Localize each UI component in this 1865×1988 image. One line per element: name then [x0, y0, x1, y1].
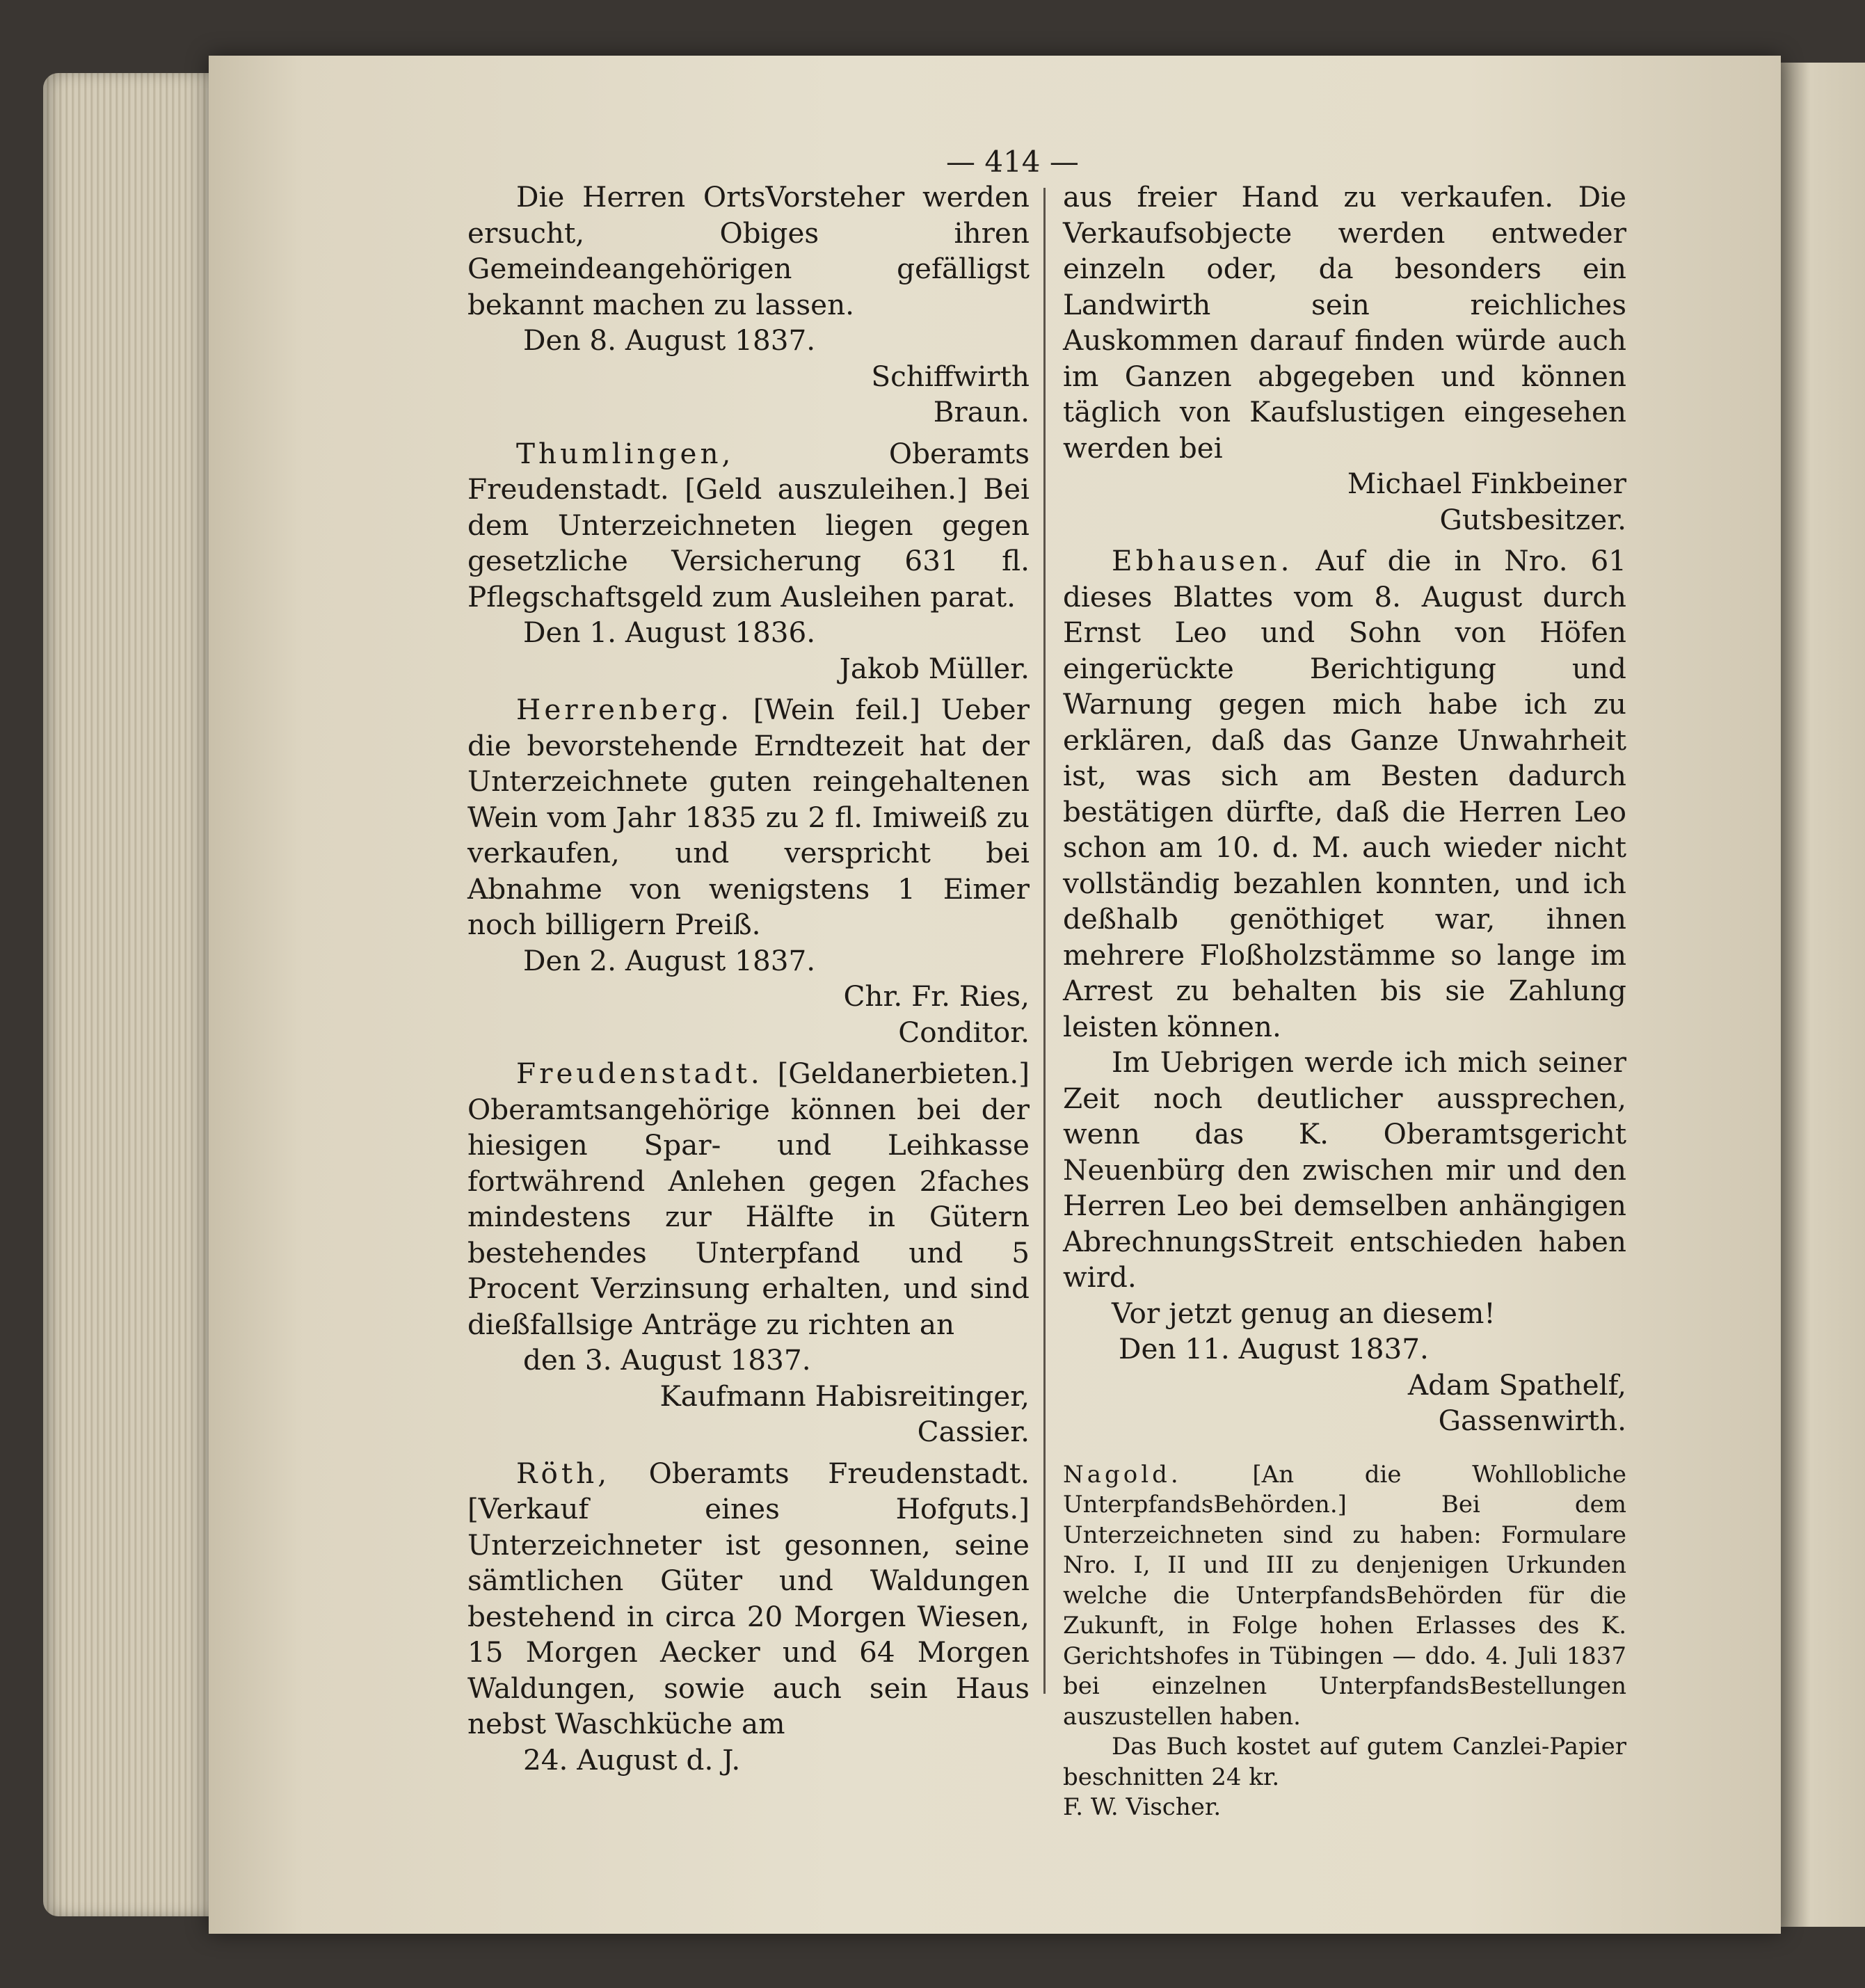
left-column — [467, 179, 1030, 1778]
notice-roth-continued — [1063, 179, 1626, 538]
notice-nagold — [1063, 1460, 1626, 1823]
notice-body — [467, 436, 1030, 616]
notice-signature: Jakob Müller. — [839, 651, 1030, 685]
notice-signature: Schiffwirth — [871, 359, 1030, 393]
notice-text: Auf die in Nro. 61 dieses Blattes vom 8. August durch Ernst Leo und Sohn von Höfen eingerückte Berichtigung und Warnung gegen mich habe ich zu erklären, daß das Ganze Unwahrheit ist, was sich am Besten dadurch bestätigen dürfte, daß die Herren Leo schon am 10. d. M. auch wieder nicht vollständig bezahlen konnten, und ich deßhalb genöthiget war, ihnen mehrere Floßholzstämme so lange im Arrest zu behalten bis sie Zahlung leisten können. — [1063, 544, 1627, 1043]
notice-text: [An die Wohllobliche UnterpfandsBehörden.] Bei dem Unterzeichneten sind zu haben: Formulare Nro. I, II und III zu denjenigen Urkunden welche die UnterpfandsBehörden für die Zukunft, in Folge hohen Erlasses des K. Gerichtshofes in Tübingen — ddo. 4. Juli 1837 bei einzelnen UnterpfandsBestellungen auszustellen haben. — [1063, 1460, 1627, 1731]
notice-ebhausen — [1063, 543, 1626, 1439]
notice-body — [467, 1456, 1030, 1742]
notice-closing: Vor jetzt genug an diesem! — [1112, 1296, 1496, 1330]
facing-page-edge — [1781, 63, 1865, 1927]
notice-body — [467, 1056, 1030, 1342]
notice-roth — [467, 1456, 1030, 1779]
notice-place: Röth, — [516, 1456, 611, 1490]
notice-signature-name: Braun. — [933, 395, 1030, 428]
notice-signature: Kaufmann Habisreitinger, — [659, 1379, 1030, 1413]
notice-signature-title: Conditor. — [898, 1015, 1030, 1049]
page-number: — 414 — — [946, 145, 1079, 179]
notice-signature: Chr. Fr. Ries, — [843, 979, 1030, 1013]
right-column — [1063, 179, 1626, 1823]
notice-herrenberg — [467, 692, 1030, 1050]
notice-ortsvorsteher — [467, 179, 1030, 431]
notice-text: [Geldanerbieten.] Oberamtsangehörige können bei der hiesigen Spar- und Leihkasse fortwährend Anlehen gegen 2faches mindestens zur Hälfte in Gütern bestehendes Unterpfand und 5 Procent Verzinsung erhalten, und sind dießfallsige Anträge zu richten an — [467, 1057, 1030, 1341]
notice-text: [Wein feil.] Ueber die bevorstehende Erndtezeit hat der Unterzeichnete guten reingehaltenen Wein vom Jahr 1835 zu 2 fl. Imiweiß zu verkaufen, und verspricht bei Abnahme von wenigstens 1 Eimer noch billigern Preiß. — [467, 693, 1030, 941]
column-rule — [1043, 188, 1046, 1694]
notice-date: den 3. August 1837. — [523, 1343, 811, 1377]
notice-place: Ebhausen. — [1112, 544, 1293, 577]
notice-body — [467, 692, 1030, 943]
notice-signature: F. W. Vischer. — [1063, 1793, 1222, 1821]
notice-body — [1063, 543, 1626, 1045]
notice-text: Oberamts Freudenstadt. [Verkauf eines Hofguts.] Unterzeichneter ist gesonnen, seine sämtlichen Güter und Waldungen bestehend in circa 20 Morgen Wiesen, 15 Morgen Aecker und 64 Morgen Waldungen, sowie auch sein Haus nebst Waschküche am — [467, 1456, 1030, 1740]
notice-signature-title: Gassenwirth. — [1438, 1404, 1626, 1437]
notice-thumlingen — [467, 436, 1030, 687]
notice-signature-title: Gutsbesitzer. — [1439, 502, 1626, 536]
notice-signature: Michael Finkbeiner — [1347, 467, 1626, 500]
notice-signature: Adam Spathelf, — [1407, 1368, 1626, 1402]
notice-text-continued: Im Uebrigen werde ich mich seiner Zeit noch deutlicher aussprechen, wenn das K. Oberamtsgericht Neuenbürg den zwischen mir und den Herren Leo bei demselben anhängigen AbrechnungsStreit entschieden haben wird. — [1063, 1045, 1626, 1294]
notice-date: 24. August d. J. — [523, 1742, 741, 1777]
notice-place: Nagold. — [1063, 1460, 1182, 1489]
notice-freudenstadt — [467, 1056, 1030, 1450]
notice-signature-title: Cassier. — [917, 1415, 1030, 1448]
notice-date: Den 2. August 1837. — [523, 943, 816, 977]
notice-place: Freudenstadt. — [516, 1057, 763, 1090]
notice-place: Thumlingen, — [516, 436, 735, 470]
notice-text: Oberamts Freudenstadt. [Geld auszuleihen.] Bei dem Unterzeichneten liegen gegen gesetzliche Versicherung 631 fl. Pflegschaftsgeld zum Ausleihen parat. — [467, 436, 1030, 614]
notice-date: Den 11. August 1837. — [1119, 1332, 1429, 1365]
notice-text-continued: Das Buch kostet auf gutem Canzlei-Papier beschnitten 24 kr. — [1063, 1733, 1626, 1791]
notice-text: aus freier Hand zu verkaufen. Die Verkaufsobjecte werden entweder einzeln oder, da besonders ein Landwirth sein reichliches Auskommen darauf finden würde auch im Ganzen abgegeben und können täglich von Kaufslustigen eingesehen werden bei — [1063, 180, 1626, 465]
notice-place: Herrenberg. — [516, 693, 733, 726]
notice-text: Die Herren OrtsVorsteher werden ersucht, Obiges ihren Gemeindeangehörigen gefälligst bekannt machen zu lassen. — [467, 180, 1030, 321]
notice-date: Den 8. August 1837. — [523, 323, 816, 357]
notice-date: Den 1. August 1836. — [523, 616, 816, 649]
page-edges — [43, 73, 231, 1916]
notice-body — [1063, 1460, 1626, 1733]
